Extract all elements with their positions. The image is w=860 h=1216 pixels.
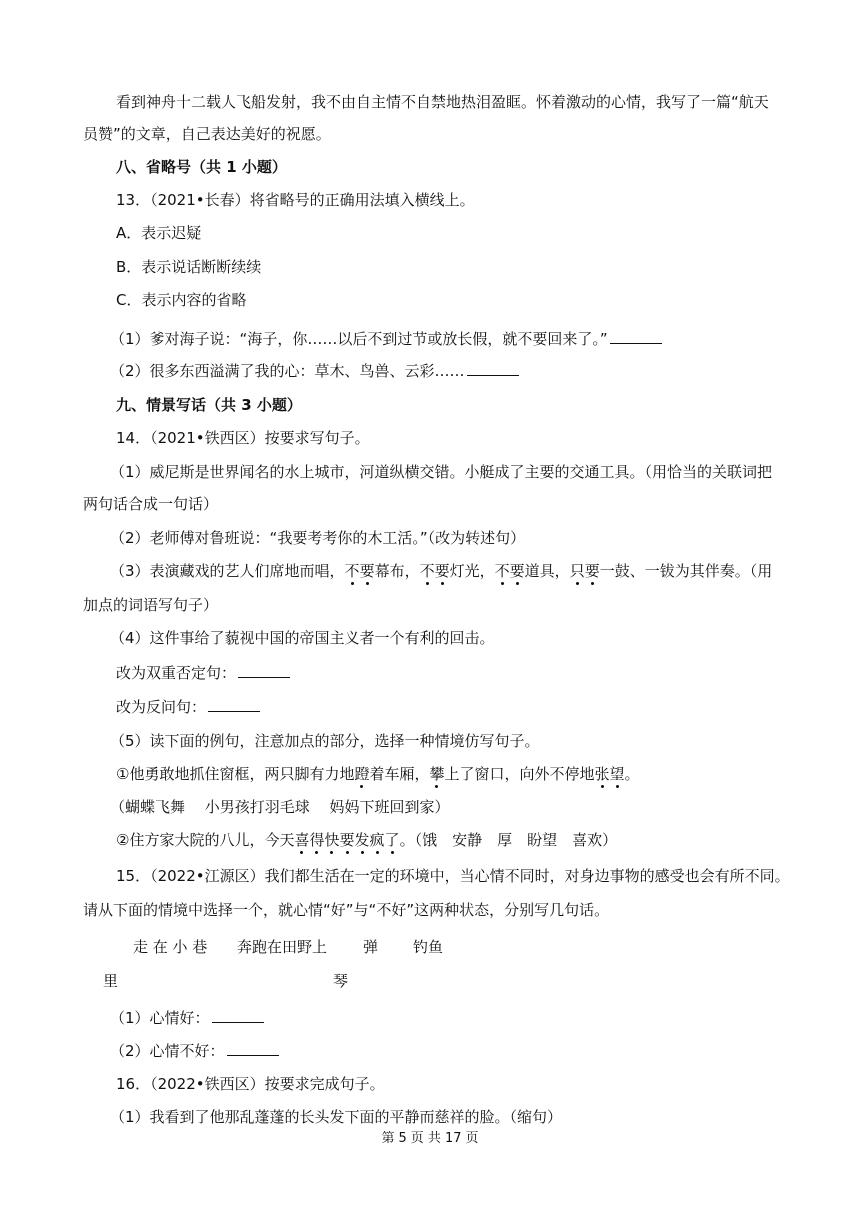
question-14-item-1: （1）威尼斯是世界闻名的水上城市，河道纵横交错。小艇成了主要的交通工具。（用恰当的关联词把	[110, 463, 773, 481]
item-text: 。	[624, 765, 640, 783]
emphasis-char: 疯	[369, 831, 385, 849]
item-text: （2）很多东西溢满了我的心：草木、鸟兽、云彩……	[110, 362, 465, 380]
question-14-item-4: （4）这件事给了藐视中国的帝国主义者一个有利的回击。	[110, 629, 495, 647]
question-14-item-3-cont: 加点的词语写句子）	[83, 596, 219, 614]
emphasis-char: 不	[344, 562, 360, 580]
question-16-item-1: （1）我看到了他那乱蓬蓬的长头发下面的平静而慈祥的脸。（缩句）	[110, 1108, 563, 1126]
item-text: ②住方家大院的八儿，今天	[116, 831, 295, 849]
scenario-options-1: （蝴蝶飞舞 小男孩打羽毛球 妈妈下班回到家）	[110, 798, 450, 816]
answer-blank[interactable]	[227, 1041, 279, 1056]
question-13-stem: 13．（2021•长春）将省略号的正确用法填入横线上。	[116, 191, 475, 209]
emphasis-char: 要	[339, 831, 355, 849]
question-14-item-3	[110, 561, 772, 581]
emphasis-char: 不	[494, 562, 510, 580]
emphasis-char: 张	[594, 765, 610, 783]
item-text: （3）表演藏戏的艺人们席地而唱，	[110, 562, 345, 580]
item-text: 着车厢，	[369, 765, 430, 783]
emphasized-word	[570, 562, 600, 580]
question-14-item-2: （2）老师傅对鲁班说：“我要考考你的木工活。”（改为转述句）	[110, 529, 526, 547]
item-text: （2）心情不好：	[110, 1042, 225, 1060]
answer-blank[interactable]	[238, 663, 290, 678]
page-total: 17	[444, 1131, 462, 1146]
emphasis-char: 要	[509, 562, 525, 580]
option-a: A．表示迟疑	[116, 224, 202, 242]
scenario-option: 走 在 小 巷	[133, 938, 208, 956]
scenario-option: 奔跑在田野上	[237, 938, 328, 956]
question-13-item-2	[110, 361, 519, 381]
item-text: （1）爹对海子说：“海子，你……以后不到过节或放长假，就不要回来了。”	[110, 330, 608, 348]
answer-blank[interactable]	[610, 329, 662, 344]
emphasis-char: 快	[324, 831, 340, 849]
page-footer	[0, 1130, 860, 1148]
footer-suffix: 页	[465, 1131, 479, 1146]
question-15-stem: 15．（2022•江源区）我们都生活在一定的环境中，当心情不同时，对身边事物的感受也会有所不同。	[116, 867, 790, 885]
scenario-option-wrap: 琴	[333, 972, 349, 990]
answer-blank[interactable]	[208, 697, 260, 712]
item-text: ①他勇敢地抓住窗框，两只脚有力地	[116, 765, 355, 783]
question-14-item-4a	[116, 663, 290, 683]
emphasis-char: 不	[419, 562, 435, 580]
question-14-item-1-cont: 两句话合成一句话）	[83, 495, 219, 513]
emphasis-char: 喜	[294, 831, 310, 849]
question-15-item-2	[110, 1041, 279, 1061]
scenario-option: 钓鱼	[413, 938, 444, 956]
answer-blank[interactable]	[467, 361, 519, 376]
example-sentence-2	[116, 830, 617, 850]
example-sentence-1	[116, 764, 640, 784]
question-14-item-5: （5）读下面的例句，注意加点的部分，选择一种情境仿写句子。	[110, 732, 540, 750]
section-heading: 九、情景写话（共 3 小题）	[116, 396, 302, 414]
question-14-stem: 14．（2021•铁西区）按要求写句子。	[116, 429, 370, 447]
emphasized-word	[595, 765, 625, 783]
item-text: 改为反问句：	[116, 698, 207, 716]
emphasis-char: 攀	[429, 765, 445, 783]
emphasis-char: 了	[384, 831, 400, 849]
emphasis-char: 要	[359, 562, 375, 580]
question-14-item-4b	[116, 697, 260, 717]
emphasis-char: 望	[609, 765, 625, 783]
emphasis-char: 要	[584, 562, 600, 580]
item-text: 改为双重否定句：	[116, 664, 237, 682]
emphasis-char: 蹬	[354, 765, 370, 783]
answer-blank[interactable]	[212, 1008, 264, 1023]
item-text: 幕布，	[374, 562, 420, 580]
item-text: 道具，	[524, 562, 570, 580]
emphasized-word	[294, 831, 399, 849]
item-text: （1）心情好：	[110, 1009, 210, 1027]
option-b: B．表示说话断断续续	[116, 258, 262, 276]
section-heading: 八、省略号（共 1 小题）	[116, 158, 287, 176]
footer-prefix: 第	[381, 1131, 395, 1146]
question-15-stem-cont: 请从下面的情境中选择一个，就心情“好”与“不好”这两种状态，分别写几句话。	[83, 901, 610, 919]
question-13-item-1	[110, 329, 662, 349]
scenario-option: 弹	[363, 938, 379, 956]
emphasized-word	[345, 562, 375, 580]
page-number: 5	[398, 1131, 407, 1146]
paragraph-line: 看到神舟十二载人飞船发射，我不由自主情不自禁地热泪盈眶。怀着激动的心情，我写了一篇“航天	[116, 93, 769, 111]
emphasis-char: 发	[354, 831, 370, 849]
paragraph-line: 员赞”的文章，自己表达美好的祝愿。	[83, 125, 331, 143]
scenario-option-wrap: 里	[103, 972, 119, 990]
emphasis-char: 得	[309, 831, 325, 849]
item-text: 。（饿 安静 厚 盼望 喜欢）	[399, 831, 618, 849]
question-16-stem: 16．（2022•铁西区）按要求完成句子。	[116, 1075, 385, 1093]
footer-mid: 页 共	[410, 1131, 441, 1146]
emphasis-char: 要	[434, 562, 450, 580]
emphasis-char: 只	[569, 562, 585, 580]
emphasized-word	[495, 562, 525, 580]
option-c: C．表示内容的省略	[116, 291, 247, 309]
item-text: 一鼓、一钹为其伴奏。（用	[599, 562, 773, 580]
emphasized-word	[420, 562, 450, 580]
item-text: 上了窗口，向外不停地	[444, 765, 595, 783]
question-15-item-1	[110, 1008, 264, 1028]
item-text: 灯光，	[449, 562, 495, 580]
